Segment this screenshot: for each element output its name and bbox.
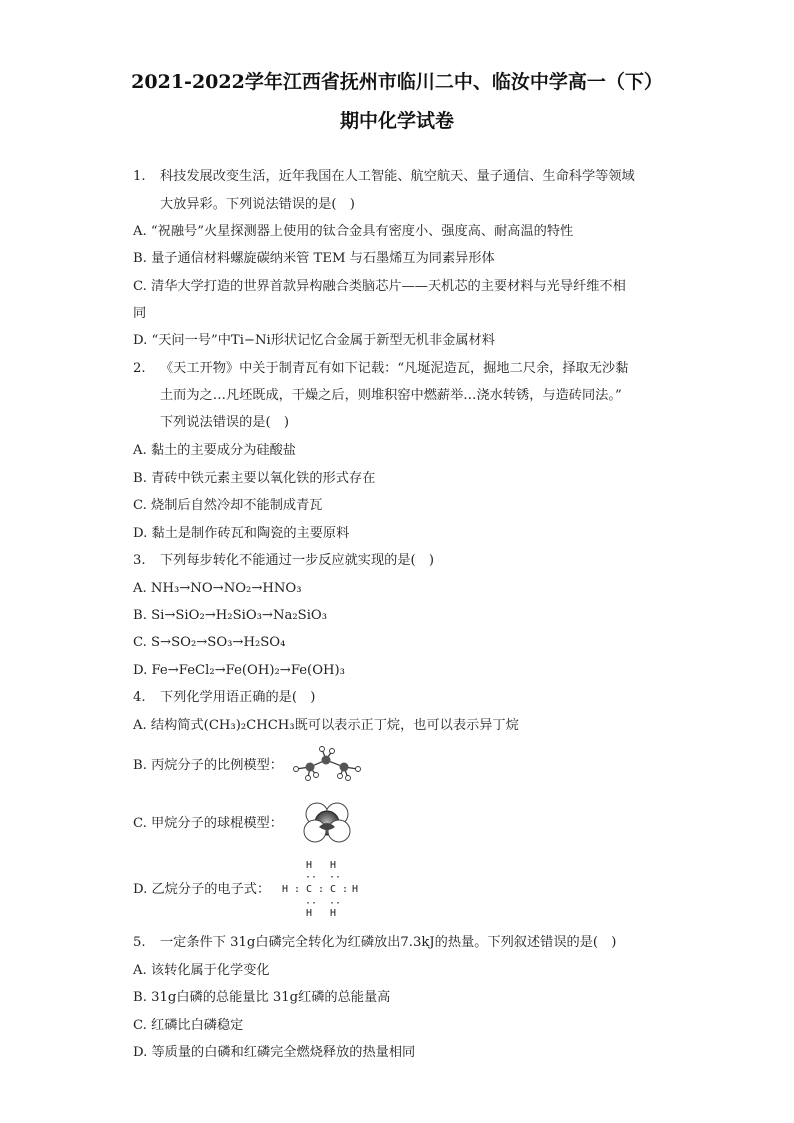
- lewis-dots: :: [294, 884, 301, 895]
- option-label: D.: [133, 1045, 148, 1060]
- option-text: NH₃→NO→NO₂→HNO₃: [150, 581, 302, 596]
- question-number: 5.: [133, 935, 146, 950]
- lewis-h: H: [330, 908, 337, 919]
- ethane-lewis-structure: [282, 860, 362, 922]
- option-text: 量子通信材料螺旋碳纳米管 TEM 与石墨烯互为同素异形体: [151, 251, 495, 266]
- option-b: [133, 250, 495, 268]
- question-stem: 科技发展改变生活，近年我国在人工智能、航空航天、量子通信、生命科学等领域: [160, 169, 635, 184]
- option-label: B.: [133, 758, 147, 773]
- option-text: Si→SiO₂→H₂SiO₃→Na₂SiO₃: [151, 608, 328, 623]
- propane-space-filling-model-figure: [288, 745, 364, 781]
- option-label: A.: [133, 718, 147, 733]
- question-number: 3.: [133, 553, 146, 568]
- option-d: [133, 662, 345, 680]
- lewis-dots: :: [318, 884, 325, 895]
- lewis-dots: ··: [305, 898, 318, 909]
- option-a: [133, 442, 296, 460]
- option-label: B.: [133, 471, 147, 486]
- option-label: C.: [133, 279, 147, 294]
- lewis-dots: ··: [329, 872, 342, 883]
- question-stem: 《天工开物》中关于制青瓦有如下记载：“凡埏泥造瓦，掘地二尺余，择取无沙黏: [160, 361, 629, 376]
- question-stem: 下列化学用语正确的是( ): [160, 690, 316, 705]
- document-title: 2021-2022学年江西省抚州市临川二中、临汝中学高一（下）: [131, 71, 663, 93]
- option-label: B.: [133, 608, 147, 623]
- option-text: 红磷比白磷稳定: [151, 1018, 244, 1033]
- question-stem: 土而为之…凡坯既成，干燥之后，则堆积窑中燃薪举…浇水转锈，与造砖同法。”: [160, 388, 622, 403]
- option-text: 黏土是制作砖瓦和陶瓷的主要原料: [151, 526, 350, 541]
- option-b: [133, 607, 327, 625]
- option-a: [133, 223, 573, 241]
- option-d: [133, 1044, 415, 1062]
- lewis-h: H: [282, 884, 289, 895]
- document-subtitle: 期中化学试卷: [339, 110, 454, 132]
- option-c: [133, 815, 283, 833]
- option-text: Fe→FeCl₂→Fe(OH)₂→Fe(OH)₃: [151, 663, 345, 678]
- lewis-h: H: [352, 884, 359, 895]
- option-c: [133, 634, 285, 652]
- option-b: [133, 470, 375, 488]
- option-text: 该转化属于化学变化: [150, 963, 270, 978]
- lewis-c: C: [306, 884, 313, 895]
- option-label: A.: [133, 443, 147, 458]
- option-label: B.: [133, 990, 147, 1005]
- option-label: A.: [133, 581, 147, 596]
- option-label: C.: [133, 816, 147, 831]
- option-continuation: 同: [133, 306, 147, 321]
- option-text: 乙烷分子的电子式：: [151, 882, 271, 897]
- option-label: A.: [133, 224, 147, 239]
- question-stem: 下列每步转化不能通过一步反应就实现的是( ): [160, 553, 435, 568]
- option-b: [133, 757, 283, 775]
- option-label: C.: [133, 498, 147, 513]
- option-text: 丙烷分子的比例模型：: [151, 758, 283, 773]
- option-label: D.: [133, 882, 148, 897]
- option-text: 等质量的白磷和红磷完全燃烧释放的热量相同: [151, 1045, 416, 1060]
- question-stem: 一定条件下 31g白磷完全转化为红磷放出7.3kJ的热量。下列叙述错误的是( ): [160, 935, 617, 950]
- lewis-c: C: [330, 884, 337, 895]
- option-b: [133, 989, 390, 1007]
- option-text: 烧制后自然冷却不能制成青瓦: [151, 498, 323, 513]
- option-label: D.: [133, 663, 148, 678]
- option-text: 31g白磷的总能量比 31g红磷的总能量高: [151, 990, 391, 1005]
- question-stem: 下列说法错误的是( ): [160, 415, 289, 430]
- lewis-h: H: [306, 908, 313, 919]
- option-text: 结构简式(CH₃)₂CHCH₃既可以表示正丁烷，也可以表示异丁烷: [150, 718, 519, 733]
- option-d: [133, 881, 270, 899]
- option-c: [133, 1017, 243, 1035]
- option-text: 青砖中铁元素主要以氧化铁的形式存在: [151, 471, 376, 486]
- option-text: 甲烷分子的球棍模型：: [151, 816, 283, 831]
- option-text: S→SO₂→SO₃→H₂SO₄: [151, 635, 286, 650]
- option-text: “天问一号”中Ti−Ni形状记忆合金属于新型无机非金属材料: [151, 333, 495, 348]
- option-d: [133, 525, 349, 543]
- question-stem: 大放异彩。下列说法错误的是( ): [160, 197, 355, 212]
- option-a: [133, 580, 302, 598]
- methane-model-figure: [297, 797, 357, 847]
- option-a: [133, 962, 270, 980]
- option-text: 清华大学打造的世界首款异构融合类脑芯片——天机芯的主要材料与光导纤维不相: [151, 279, 626, 294]
- question-number: 2.: [133, 361, 146, 376]
- option-label: B.: [133, 251, 147, 266]
- option-label: C.: [133, 1018, 147, 1033]
- option-a: [133, 717, 519, 735]
- option-label: D.: [133, 526, 148, 541]
- option-label: A.: [133, 963, 147, 978]
- lewis-dots: ··: [329, 898, 342, 909]
- option-d: [133, 332, 495, 350]
- lewis-h: H: [306, 860, 313, 871]
- option-label: D.: [133, 333, 148, 348]
- question-number: 1.: [133, 169, 146, 184]
- lewis-dots: :: [342, 884, 349, 895]
- question-number: 4.: [133, 690, 146, 705]
- option-c: [133, 278, 626, 296]
- option-label: C.: [133, 635, 147, 650]
- option-text: 黏土的主要成分为硅酸盐: [150, 443, 296, 458]
- option-c: [133, 497, 322, 515]
- lewis-h: H: [330, 860, 337, 871]
- option-text: “祝融号”火星探测器上使用的钛合金具有密度小、强度高、耐高温的特性: [150, 224, 574, 239]
- lewis-dots: ··: [305, 872, 318, 883]
